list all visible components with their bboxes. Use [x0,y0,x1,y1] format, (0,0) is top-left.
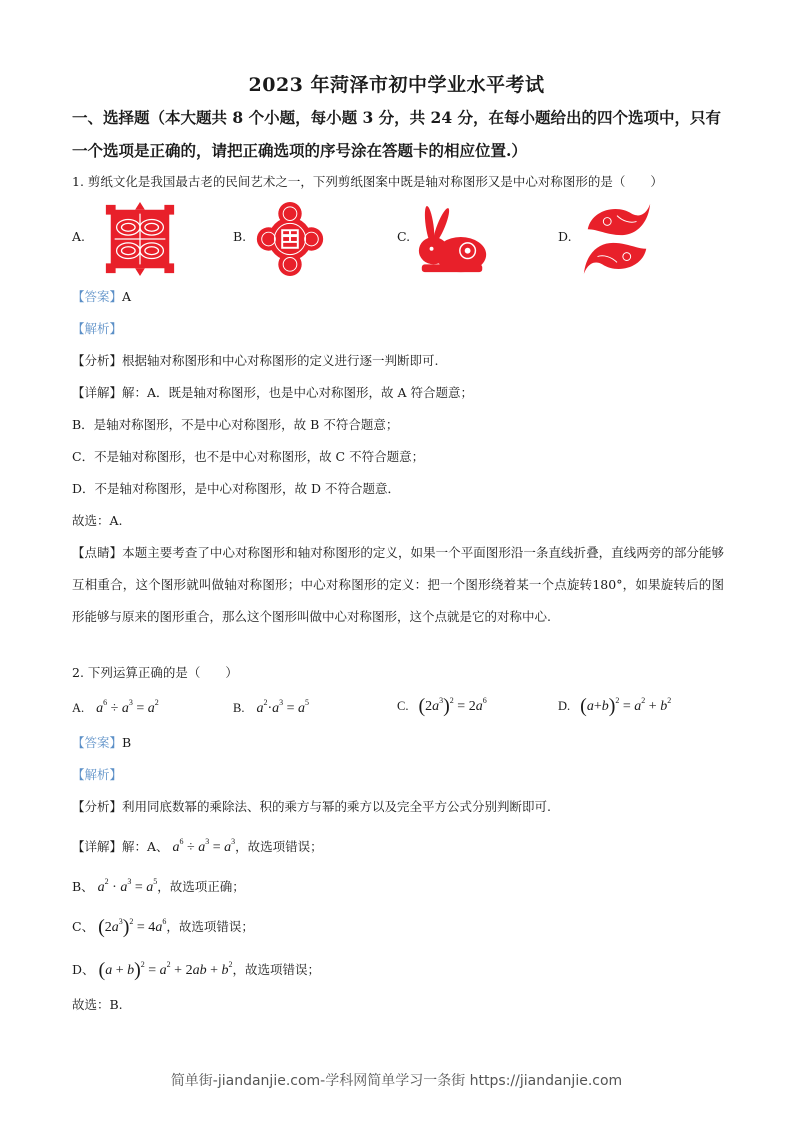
section-heading [72,101,727,167]
papercut-rabbit-icon [414,200,492,278]
option-label: C. [397,699,409,713]
answer-label: 【答案】 [72,289,123,304]
q2-xiangjie-line-4 [72,957,320,979]
xiangjie-suffix: ，故选项错误； [232,962,320,977]
option-label: B. [233,701,245,715]
dianjing-label: 【点睛】 [72,545,123,560]
q2-option-d [558,695,671,718]
q1-option-b-label: B. [233,229,247,244]
q2-xiangjie-line-1 [72,834,323,856]
xiangjie-prefix: C、 [72,919,95,934]
xiangjie-suffix: ，故选项错误； [235,839,323,854]
xiangjie-expression: $a^2 \cdot a^3 = a^5$ [97,877,158,895]
q1-conclusion: 故选：A. [72,513,123,528]
option-expression: $(a+b)^2 = a^2 + b^2$ [580,695,672,717]
q1-xiangjie-line-1 [72,385,473,401]
question-1-stem: 1. 剪纸文化是我国最古老的民间艺术之一，下列剪纸图案中既是轴对称图形又是中心对称图形的是（ ） [72,174,663,189]
q2-option-c [397,695,487,718]
xiangjie-label: 【详解】 [72,839,123,854]
question-2-stem: 2. 下列运算正确的是（ ） [72,665,238,680]
page-title: 2023 年菏泽市初中学业水平考试 [248,74,545,96]
papercut-square-butterfly-icon [100,200,180,278]
answer-value: B [122,735,132,750]
q1-xiangjie-line-2: B．是轴对称图形，不是中心对称图形，故 B 不符合题意； [72,417,399,432]
footer-watermark: 简单街-jiandanjie.com-学科网简单学习一条街 https://jiandanjie.com [170,1073,623,1089]
answer-value: A [122,289,132,304]
xiangjie-text: 解：A．既是轴对称图形，也是中心对称图形，故 A 符合题意； [122,385,474,400]
q1-xiangjie-line-4: D．不是轴对称图形，是中心对称图形，故 D 不符合题意． [72,481,400,496]
section-heading-line-1: 一、选择题（本大题共 8 个小题，每小题 3 分，共 24 分，在每小题给出的四个选项中，只有 [72,108,722,127]
fenxi-text: 根据轴对称图形和中心对称图形的定义进行逐一判断即可. [122,353,439,368]
xiangjie-label: 【详解】 [72,385,123,400]
q1-option-a-label: A. [72,229,86,244]
option-expression: $a^6 \div a^3 = a^2$ [96,698,159,716]
fenxi-label: 【分析】 [72,353,123,368]
xiangjie-prefix: 解：A、 [122,839,169,854]
xiangjie-suffix: ，故选项错误； [166,919,254,934]
q1-fenxi [72,353,439,369]
option-expression: $(2a^3)^2 = 2a^6$ [418,695,487,717]
q2-conclusion: 故选：B. [72,997,123,1012]
q1-option-c-label: C. [397,229,411,244]
xiangjie-expression: $a^6 \div a^3 = a^3$ [172,837,236,855]
q2-option-b [233,698,309,717]
q1-analysis-label: 【解析】 [72,321,123,336]
q2-xiangjie-line-2 [72,874,245,896]
q1-dianjing [72,537,724,633]
q1-answer [72,289,131,305]
papercut-two-fish-icon [577,200,657,278]
fenxi-label: 【分析】 [72,799,123,814]
option-label: D. [558,699,571,713]
xiangjie-prefix: D、 [72,962,95,977]
xiangjie-expression: $(2a^3)^2 = 4a^6$ [98,916,167,938]
section-heading-line-2: 一个选项是正确的，请把正确选项的序号涂在答题卡的相应位置.） [72,141,527,160]
option-label: A. [72,701,85,715]
papercut-double-happiness-icon [250,200,330,278]
q2-answer [72,735,131,751]
dianjing-text: 本题主要考查了中心对称图形和轴对称图形的定义，如果一个平面图形沿一条直线折叠，直线两旁的部分能够互相重合，这个图形就叫做轴对称图形；中心对称图形的定义：把一个图形绕着某一个点旋转180°，如果旋转后的图形能够与原来的图形重合，那么这个图形叫做中心对称图形，这个点就是它的对称中心. [72,545,724,624]
q2-analysis-label: 【解析】 [72,767,123,782]
option-expression: $a^2\cdot a^3 = a^5$ [256,698,310,716]
xiangjie-expression: $(a + b)^2 = a^2 + 2ab + b^2$ [98,959,233,981]
q2-xiangjie-line-3 [72,914,254,936]
q2-option-a [72,698,159,717]
fenxi-text: 利用同底数幂的乘除法、积的乘方与幂的乘方以及完全平方公式分别判断即可. [122,799,551,814]
xiangjie-prefix: B、 [72,879,94,894]
q2-fenxi [72,799,551,815]
q1-xiangjie-line-3: C．不是轴对称图形，也不是中心对称图形，故 C 不符合题意； [72,449,425,464]
xiangjie-suffix: ，故选项正确； [157,879,245,894]
q1-option-d-label: D. [558,229,572,244]
answer-label: 【答案】 [72,735,123,750]
